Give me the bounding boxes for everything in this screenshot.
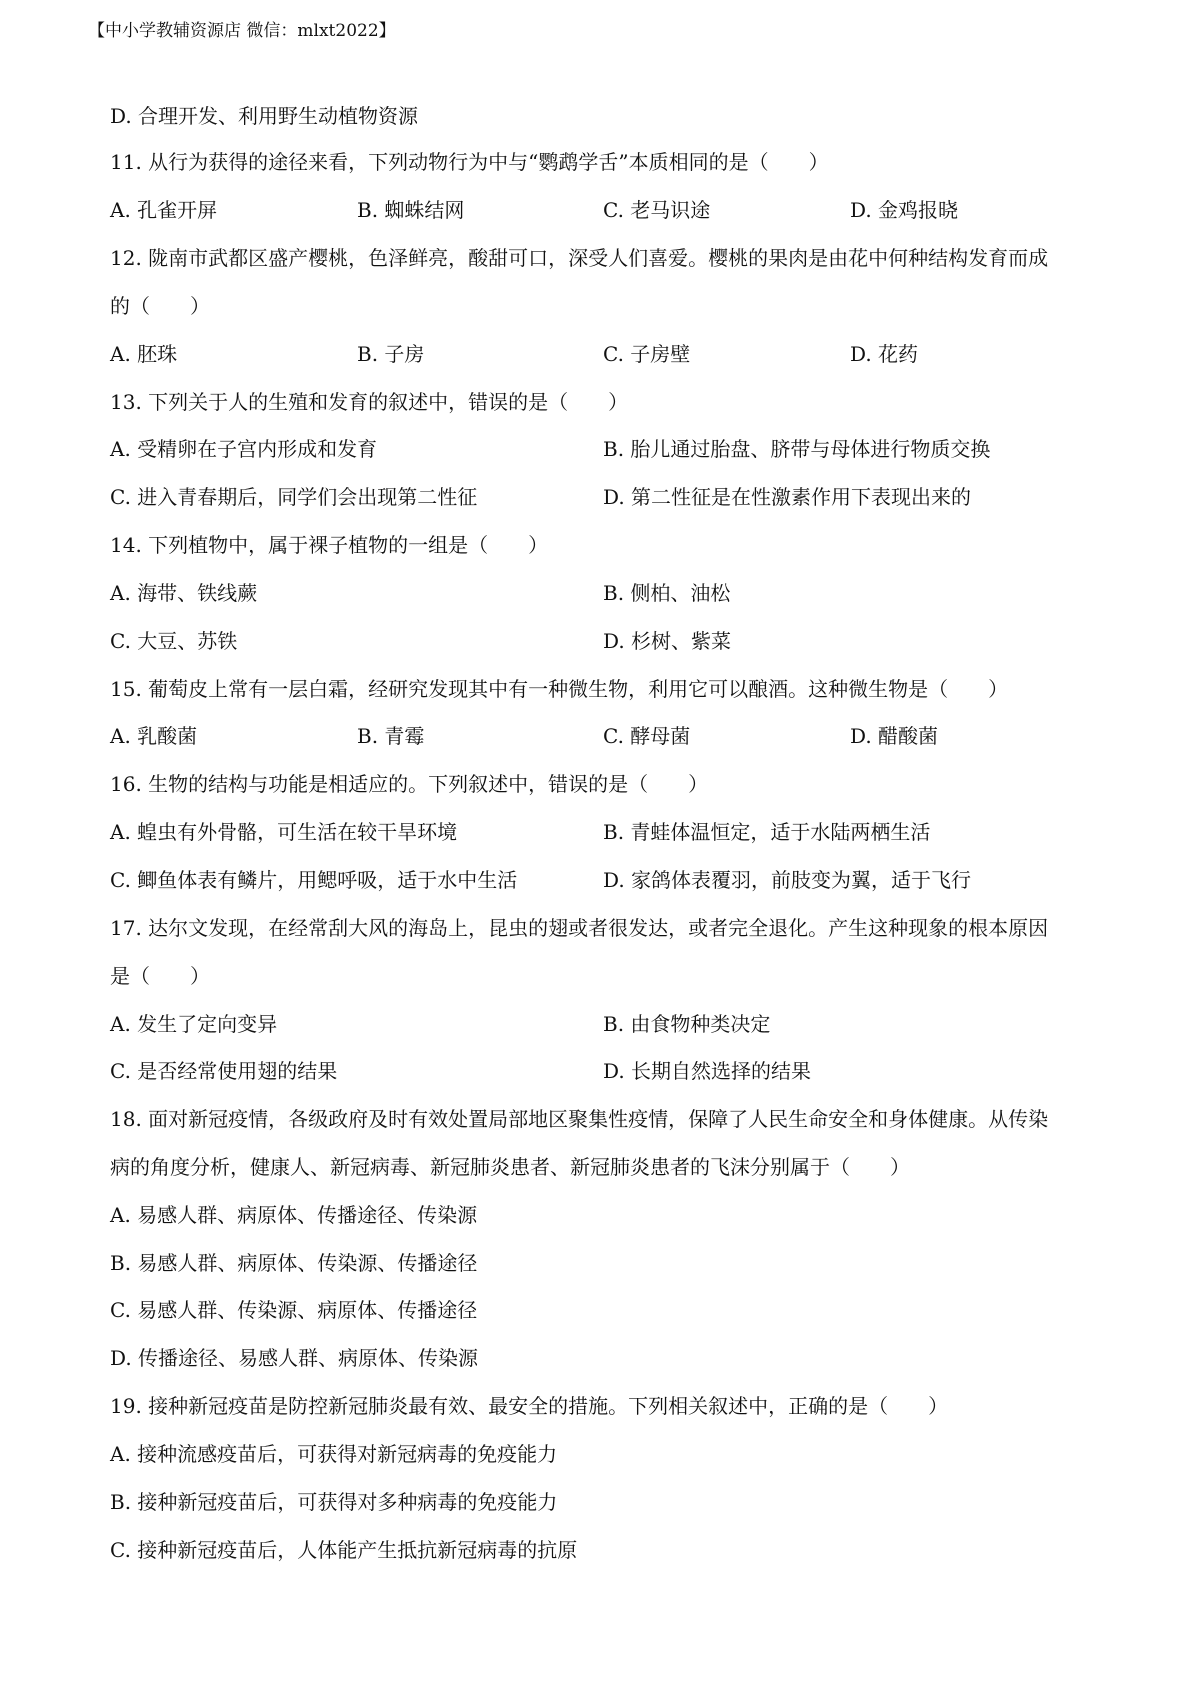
q16-option-b: B. 青蛙体温恒定，适于水陆两栖生活 (603, 820, 931, 844)
q18-stem-line2: 病的角度分析，健康人、新冠病毒、新冠肺炎患者、新冠肺炎患者的飞沫分别属于（ ） (110, 1155, 910, 1179)
q15-option-a: A. 乳酸菌 (110, 724, 198, 748)
q12-stem-line1: 12. 陇南市武都区盛产樱桃，色泽鲜亮，酸甜可口，深受人们喜爱。樱桃的果肉是由花中何种结构发育而成 (110, 246, 1049, 270)
q18-option-d: D. 传播途径、易感人群、病原体、传染源 (110, 1346, 479, 1370)
q14-option-d: D. 杉树、紫菜 (603, 629, 732, 653)
q12-option-c: C. 子房壁 (603, 342, 691, 366)
q18-option-a: A. 易感人群、病原体、传播途径、传染源 (110, 1203, 478, 1227)
q18-option-b: B. 易感人群、病原体、传染源、传播途径 (110, 1251, 478, 1275)
q16-option-c: C. 鲫鱼体表有鳞片，用鳃呼吸，适于水中生活 (110, 868, 518, 892)
q19-option-b: B. 接种新冠疫苗后，可获得对多种病毒的免疫能力 (110, 1490, 558, 1514)
q13-option-c: C. 进入青春期后，同学们会出现第二性征 (110, 485, 478, 509)
q14-stem: 14. 下列植物中，属于裸子植物的一组是（ ） (110, 533, 549, 557)
q17-option-b: B. 由食物种类决定 (603, 1012, 771, 1036)
q17-option-d: D. 长期自然选择的结果 (603, 1059, 812, 1083)
q15-option-b: B. 青霉 (357, 724, 425, 748)
q14-option-b: B. 侧柏、油松 (603, 581, 731, 605)
q14-option-c: C. 大豆、苏铁 (110, 629, 238, 653)
q15-option-d: D. 醋酸菌 (850, 724, 939, 748)
q13-option-b: B. 胎儿通过胎盘、脐带与母体进行物质交换 (603, 437, 991, 461)
q17-option-c: C. 是否经常使用翅的结果 (110, 1059, 338, 1083)
q19-option-c: C. 接种新冠疫苗后，人体能产生抵抗新冠病毒的抗原 (110, 1538, 578, 1562)
q11-option-d: D. 金鸡报晓 (850, 198, 959, 222)
q13-stem: 13. 下列关于人的生殖和发育的叙述中，错误的是（ ） (110, 390, 629, 414)
q10-option-d: D. 合理开发、利用野生动植物资源 (110, 104, 419, 128)
q15-stem: 15. 葡萄皮上常有一层白霜，经研究发现其中有一种微生物，利用它可以酿酒。这种微生物是（ ） (110, 677, 1009, 701)
q13-option-a: A. 受精卵在子宫内形成和发育 (110, 437, 378, 461)
q16-stem: 16. 生物的结构与功能是相适应的。下列叙述中，错误的是（ ） (110, 772, 709, 796)
q12-stem-line2: 的（ ） (110, 294, 210, 318)
page-header: 【中小学教辅资源店 微信：mlxt2022】 (88, 21, 396, 41)
q11-option-b: B. 蜘蛛结网 (357, 198, 465, 222)
q17-stem-line1: 17. 达尔文发现，在经常刮大风的海岛上，昆虫的翅或者很发达，或者完全退化。产生这种现象的根本原因 (110, 916, 1049, 940)
q18-option-c: C. 易感人群、传染源、病原体、传播途径 (110, 1298, 478, 1322)
q16-option-d: D. 家鸽体表覆羽，前肢变为翼，适于飞行 (603, 868, 972, 892)
q11-option-c: C. 老马识途 (603, 198, 711, 222)
q17-option-a: A. 发生了定向变异 (110, 1012, 278, 1036)
q12-option-a: A. 胚珠 (110, 342, 178, 366)
q19-stem: 19. 接种新冠疫苗是防控新冠肺炎最有效、最安全的措施。下列相关叙述中，正确的是（ ） (110, 1394, 949, 1418)
q18-stem-line1: 18. 面对新冠疫情，各级政府及时有效处置局部地区聚集性疫情，保障了人民生命安全和身体健康。从传染 (110, 1107, 1049, 1131)
q14-option-a: A. 海带、铁线蕨 (110, 581, 258, 605)
q12-option-d: D. 花药 (850, 342, 919, 366)
q11-option-a: A. 孔雀开屏 (110, 198, 218, 222)
q17-stem-line2: 是（ ） (110, 964, 210, 988)
q12-option-b: B. 子房 (357, 342, 425, 366)
q13-option-d: D. 第二性征是在性激素作用下表现出来的 (603, 485, 972, 509)
q11-stem: 11. 从行为获得的途径来看，下列动物行为中与“鹦鹉学舌”本质相同的是（ ） (110, 150, 829, 174)
q15-option-c: C. 酵母菌 (603, 724, 691, 748)
q16-option-a: A. 蝗虫有外骨骼，可生活在较干旱环境 (110, 820, 458, 844)
q19-option-a: A. 接种流感疫苗后，可获得对新冠病毒的免疫能力 (110, 1442, 558, 1466)
